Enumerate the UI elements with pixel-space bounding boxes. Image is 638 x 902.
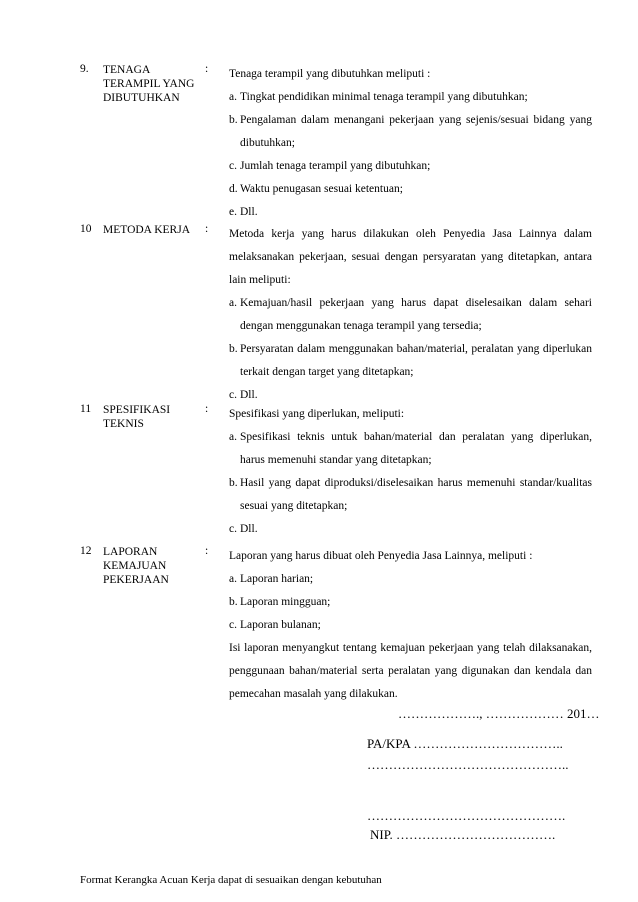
item-letter: b. (229, 343, 238, 355)
list-item (229, 338, 592, 384)
item-letter: e. (229, 206, 237, 218)
section-label: SPESIFIKASI TEKNIS (103, 404, 171, 430)
list-item (229, 155, 592, 178)
item-text: Jumlah tenaga terampil yang dibutuhkan; (240, 160, 431, 172)
section-colon: : (205, 403, 209, 415)
section-content (229, 545, 592, 706)
item-letter: b. (229, 596, 238, 608)
item-letter: c. (229, 523, 237, 535)
section-intro: Tenaga terampil yang dibutuhkan meliputi : (229, 68, 431, 80)
list-item (229, 614, 592, 637)
item-letter: a. (229, 431, 237, 443)
item-letter: c. (229, 389, 237, 401)
signer-title: PA/KPA …………………………….. (367, 736, 563, 751)
list-item (229, 201, 592, 224)
section-number: 10 (80, 223, 92, 235)
item-text: Persyaratan dalam menggunakan bahan/material, peralatan yang diperlukan terkait dengan target yang ditetapkan; (240, 343, 592, 378)
item-text: Dll. (240, 206, 258, 218)
list-item (229, 568, 592, 591)
list-item (229, 292, 592, 338)
section-content (229, 223, 592, 407)
list-item (229, 472, 592, 518)
footer-note: Format Kerangka Acuan Kerja dapat di sesuaikan dengan kebutuhan (80, 874, 382, 886)
list-item (229, 426, 592, 472)
section-number: 9. (80, 63, 89, 75)
item-letter: a. (229, 91, 237, 103)
section-number: 12 (80, 545, 92, 557)
signer-title-line2: ……………………………………….. (367, 757, 569, 772)
section-label: TENAGA TERAMPIL YANG DIBUTUHKAN (103, 64, 195, 104)
item-text: Hasil yang dapat diproduksi/diselesaikan harus memenuhi standar/kualitas sesuai yang ditetapkan; (240, 477, 592, 512)
item-letter: a. (229, 573, 237, 585)
item-text: Laporan mingguan; (240, 596, 331, 608)
item-text: Dll. (240, 523, 258, 535)
list-item (229, 178, 592, 201)
section-content (229, 63, 592, 224)
item-text: Tingkat pendidikan minimal tenaga terampil yang dibutuhkan; (240, 91, 528, 103)
item-text: Pengalaman dalam menangani pekerjaan yang sejenis/sesuai bidang yang dibutuhkan; (240, 114, 592, 149)
item-text: Laporan bulanan; (240, 619, 321, 631)
list-item (229, 86, 592, 109)
section-intro: Laporan yang harus dibuat oleh Penyedia Jasa Lainnya, meliputi : (229, 550, 533, 562)
section-intro: Metoda kerja yang harus dilakukan oleh Penyedia Jasa Lainnya dalam melaksanakan pekerjaan, sesuai dengan persyaratan yang ditetapkan, antara lain meliputi: (229, 228, 592, 286)
closing-paragraph: Isi laporan menyangkut tentang kemajuan pekerjaan yang telah dilaksanakan, penggunaan bahan/material serta peralatan yang digunakan dan kendala dan pemecahan masalah yang dilakukan. (229, 642, 592, 700)
item-letter: b. (229, 477, 238, 489)
item-letter: c. (229, 160, 237, 172)
item-letter: b. (229, 114, 238, 126)
item-letter: a. (229, 297, 237, 309)
section-colon: : (205, 223, 209, 235)
section-number: 11 (80, 403, 92, 415)
item-text: Laporan harian; (240, 573, 314, 585)
section-colon: : (205, 545, 209, 557)
item-text: Waktu penugasan sesuai ketentuan; (240, 183, 403, 195)
section-label: LAPORAN KEMAJUAN PEKERJAAN (103, 546, 169, 586)
list-item (229, 109, 592, 155)
item-letter: c. (229, 619, 237, 631)
section-content (229, 403, 592, 541)
item-letter: d. (229, 183, 238, 195)
place-date: ………………., ……………… 201… (398, 706, 600, 721)
list-item (229, 591, 592, 614)
signer-name-line: ………………………………………. (367, 808, 566, 823)
list-item (229, 518, 592, 541)
signer-nip: NIP. ………………………………. (370, 827, 556, 842)
section-label: METODA KERJA (103, 224, 191, 236)
section-colon: : (205, 63, 209, 75)
section-intro: Spesifikasi yang diperlukan, meliputi: (229, 408, 405, 420)
item-text: Dll. (240, 389, 258, 401)
item-text: Kemajuan/hasil pekerjaan yang harus dapat diselesaikan dalam sehari dengan menggunakan tenaga terampil yang tersedia; (240, 297, 592, 332)
item-text: Spesifikasi teknis untuk bahan/material dan peralatan yang diperlukan, harus memenuhi standar yang ditetapkan; (240, 431, 592, 466)
